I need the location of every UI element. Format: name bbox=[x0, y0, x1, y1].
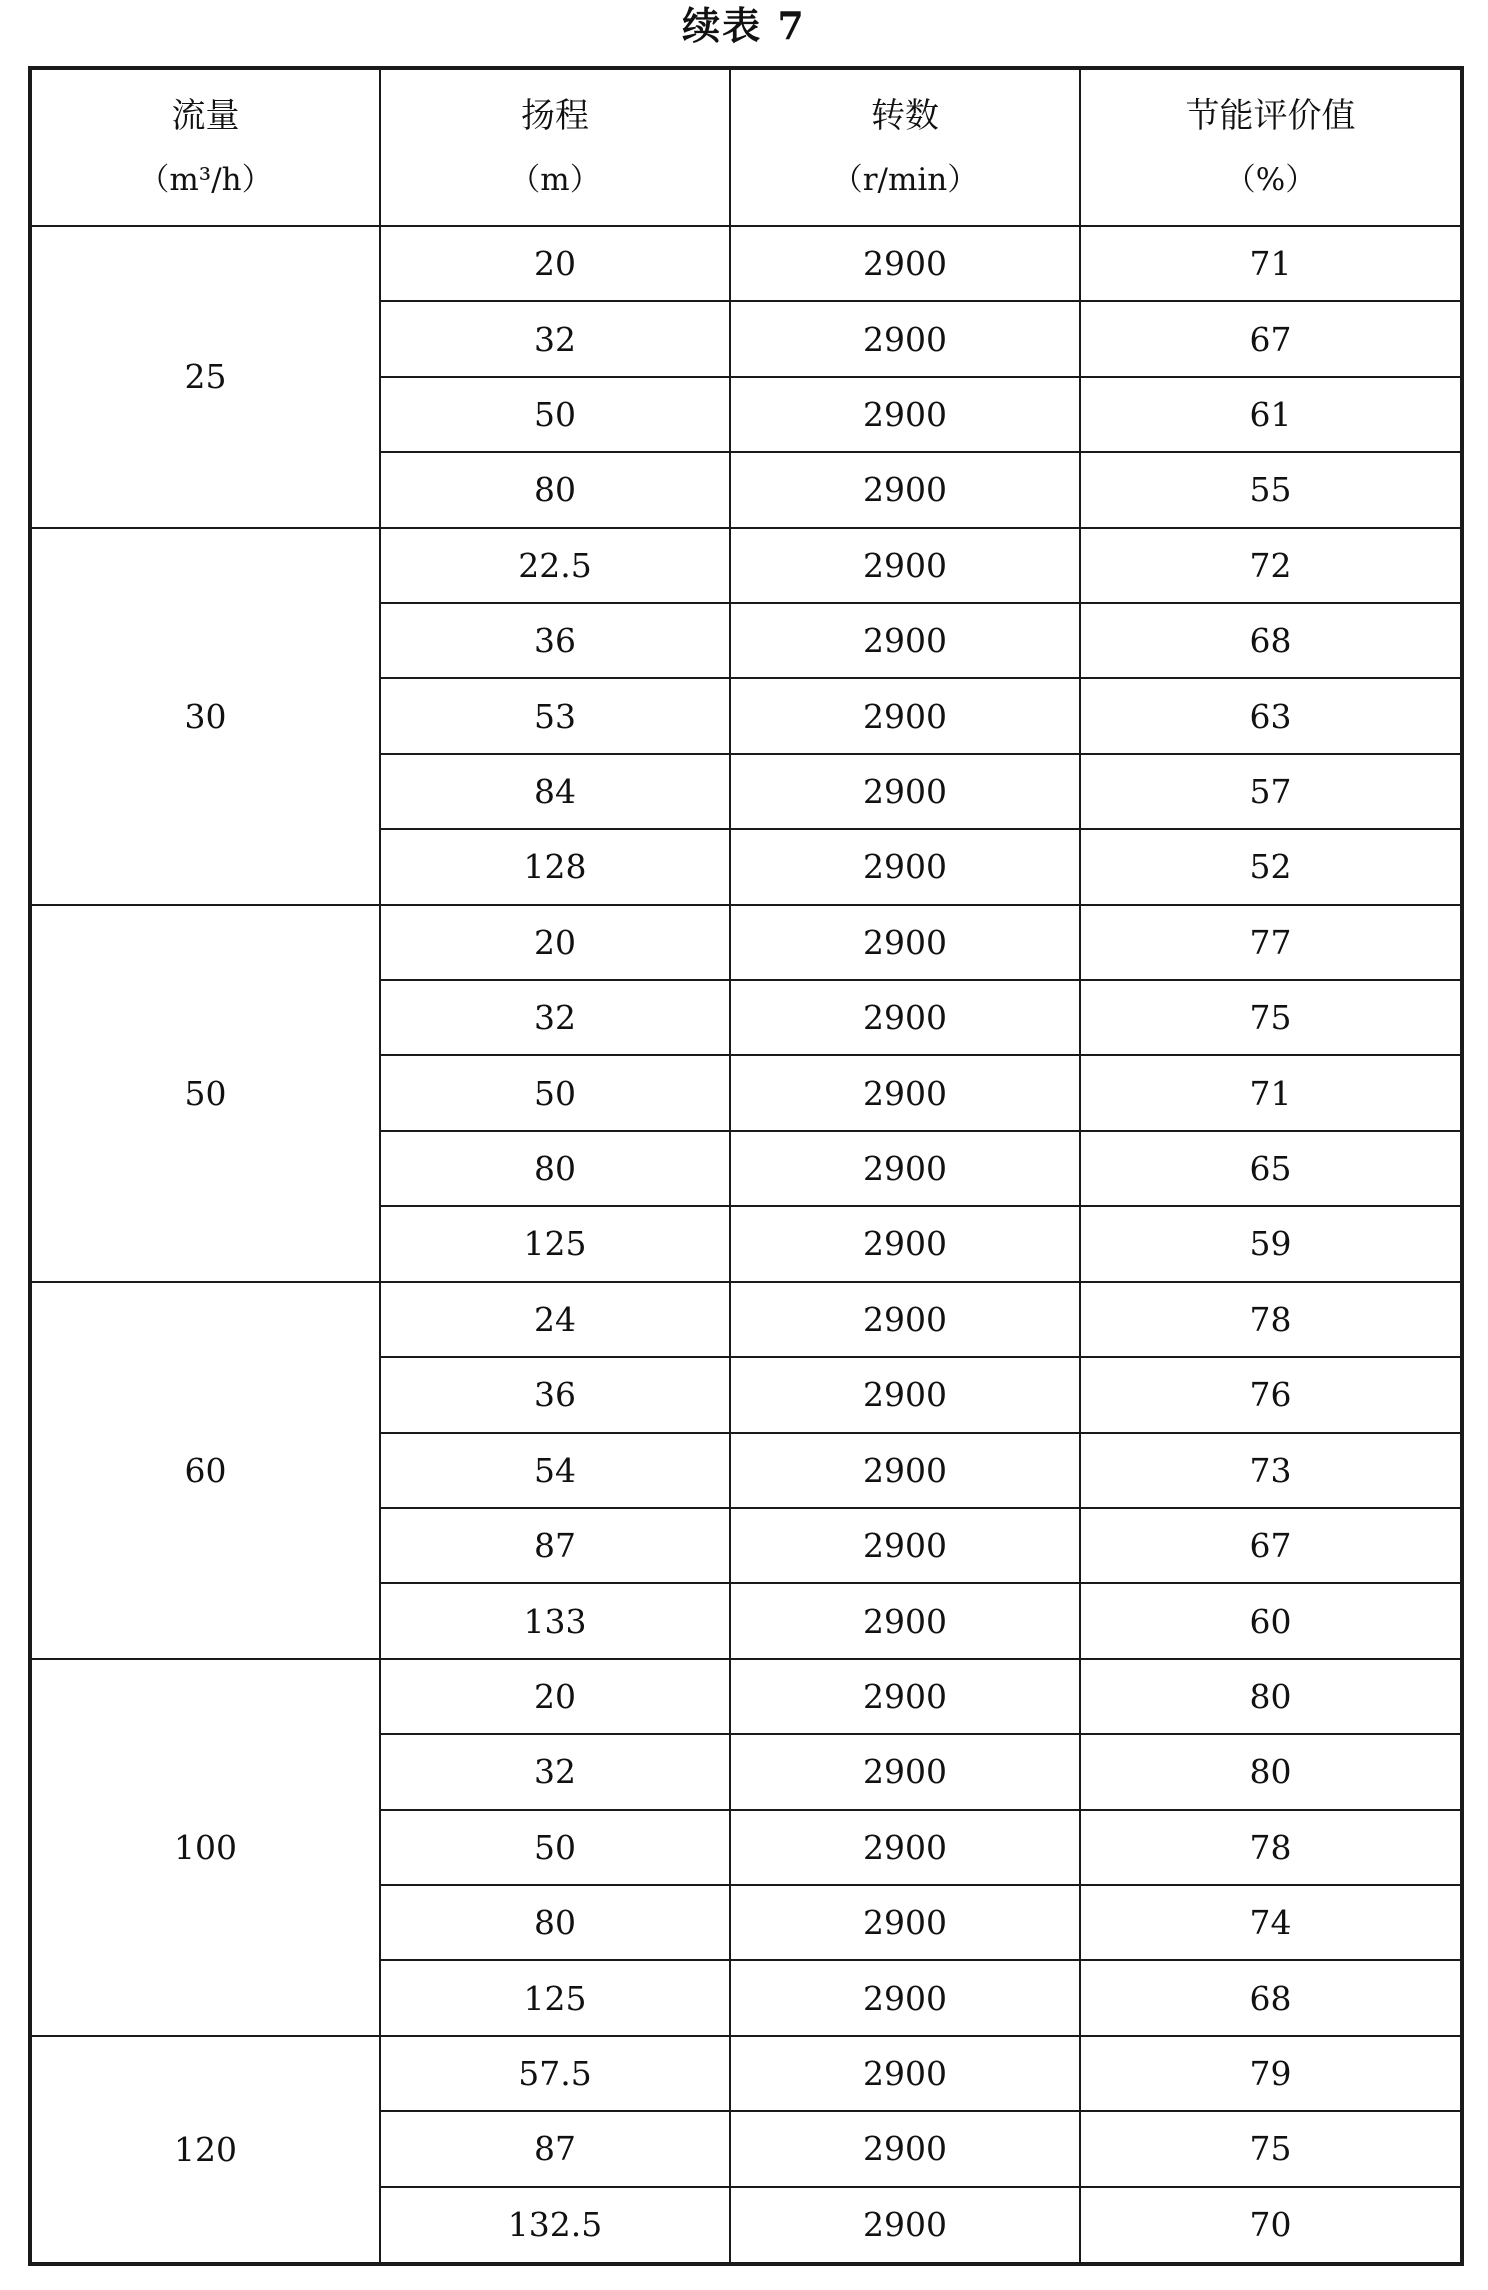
value-cell: 71 bbox=[1080, 1055, 1462, 1130]
head-cell: 84 bbox=[380, 754, 730, 829]
head-cell: 32 bbox=[380, 1734, 730, 1809]
value-cell: 52 bbox=[1080, 829, 1462, 904]
head-cell: 24 bbox=[380, 1282, 730, 1357]
flow-cell: 25 bbox=[30, 226, 380, 528]
speed-cell: 2900 bbox=[730, 1734, 1080, 1809]
speed-cell: 2900 bbox=[730, 1960, 1080, 2035]
table-row bbox=[30, 905, 1462, 980]
speed-cell: 2900 bbox=[730, 226, 1080, 301]
value-cell: 55 bbox=[1080, 452, 1462, 527]
table-caption: 续表 7 bbox=[682, 3, 806, 48]
value-cell: 74 bbox=[1080, 1885, 1462, 1960]
value-cell: 71 bbox=[1080, 226, 1462, 301]
header-flow bbox=[30, 68, 380, 226]
speed-cell: 2900 bbox=[730, 829, 1080, 904]
head-cell: 50 bbox=[380, 1055, 730, 1130]
speed-cell: 2900 bbox=[730, 1508, 1080, 1583]
speed-cell: 2900 bbox=[730, 377, 1080, 452]
head-cell: 20 bbox=[380, 226, 730, 301]
value-cell: 79 bbox=[1080, 2036, 1462, 2111]
value-cell: 57 bbox=[1080, 754, 1462, 829]
value-cell: 78 bbox=[1080, 1282, 1462, 1357]
value-cell: 78 bbox=[1080, 1810, 1462, 1885]
value-cell: 65 bbox=[1080, 1131, 1462, 1206]
head-cell: 36 bbox=[380, 603, 730, 678]
speed-cell: 2900 bbox=[730, 452, 1080, 527]
speed-cell: 2900 bbox=[730, 1885, 1080, 1960]
head-cell: 80 bbox=[380, 1131, 730, 1206]
header-head bbox=[380, 68, 730, 226]
head-cell: 32 bbox=[380, 301, 730, 376]
value-cell: 77 bbox=[1080, 905, 1462, 980]
value-cell: 63 bbox=[1080, 678, 1462, 753]
speed-cell: 2900 bbox=[730, 1055, 1080, 1130]
head-cell: 125 bbox=[380, 1206, 730, 1281]
header-value-unit: （%） bbox=[1224, 161, 1317, 198]
value-cell: 80 bbox=[1080, 1659, 1462, 1734]
head-cell: 87 bbox=[380, 2111, 730, 2186]
value-cell: 60 bbox=[1080, 1583, 1462, 1658]
head-cell: 53 bbox=[380, 678, 730, 753]
speed-cell: 2900 bbox=[730, 1583, 1080, 1658]
flow-cell: 120 bbox=[30, 2036, 380, 2264]
value-cell: 70 bbox=[1080, 2187, 1462, 2264]
head-cell: 32 bbox=[380, 980, 730, 1055]
table-row bbox=[30, 226, 1462, 301]
speed-cell: 2900 bbox=[730, 528, 1080, 603]
value-cell: 61 bbox=[1080, 377, 1462, 452]
speed-cell: 2900 bbox=[730, 1206, 1080, 1281]
head-cell: 80 bbox=[380, 1885, 730, 1960]
head-cell: 57.5 bbox=[380, 2036, 730, 2111]
flow-cell: 100 bbox=[30, 1659, 380, 2036]
speed-cell: 2900 bbox=[730, 754, 1080, 829]
speed-cell: 2900 bbox=[730, 2187, 1080, 2264]
value-cell: 73 bbox=[1080, 1433, 1462, 1508]
speed-cell: 2900 bbox=[730, 603, 1080, 678]
value-cell: 67 bbox=[1080, 301, 1462, 376]
speed-cell: 2900 bbox=[730, 1357, 1080, 1432]
head-cell: 132.5 bbox=[380, 2187, 730, 2264]
head-cell: 20 bbox=[380, 905, 730, 980]
head-cell: 133 bbox=[380, 1583, 730, 1658]
header-head-unit: （m） bbox=[509, 161, 601, 198]
value-cell: 68 bbox=[1080, 603, 1462, 678]
flow-cell: 50 bbox=[30, 905, 380, 1282]
table-row bbox=[30, 528, 1462, 603]
table-row bbox=[30, 2036, 1462, 2111]
speed-cell: 2900 bbox=[730, 1282, 1080, 1357]
table-body bbox=[30, 226, 1462, 2264]
header-speed bbox=[730, 68, 1080, 226]
head-cell: 128 bbox=[380, 829, 730, 904]
head-cell: 87 bbox=[380, 1508, 730, 1583]
speed-cell: 2900 bbox=[730, 1810, 1080, 1885]
header-speed-label: 转数 bbox=[871, 95, 939, 136]
speed-cell: 2900 bbox=[730, 1433, 1080, 1508]
table-row bbox=[30, 1659, 1462, 1734]
head-cell: 125 bbox=[380, 1960, 730, 2035]
speed-cell: 2900 bbox=[730, 678, 1080, 753]
flow-cell: 30 bbox=[30, 528, 380, 905]
header-row bbox=[30, 68, 1462, 226]
header-speed-unit: （r/min） bbox=[831, 161, 979, 198]
pump-energy-table bbox=[28, 66, 1464, 2266]
speed-cell: 2900 bbox=[730, 980, 1080, 1055]
value-cell: 68 bbox=[1080, 1960, 1462, 2035]
value-cell: 59 bbox=[1080, 1206, 1462, 1281]
header-flow-label: 流量 bbox=[171, 95, 240, 136]
speed-cell: 2900 bbox=[730, 1659, 1080, 1734]
head-cell: 50 bbox=[380, 377, 730, 452]
speed-cell: 2900 bbox=[730, 301, 1080, 376]
head-cell: 50 bbox=[380, 1810, 730, 1885]
value-cell: 76 bbox=[1080, 1357, 1462, 1432]
header-value-label: 节能评价值 bbox=[1185, 95, 1356, 136]
header-head-label: 扬程 bbox=[521, 95, 589, 136]
head-cell: 54 bbox=[380, 1433, 730, 1508]
value-cell: 72 bbox=[1080, 528, 1462, 603]
table-row bbox=[30, 1282, 1462, 1357]
head-cell: 22.5 bbox=[380, 528, 730, 603]
head-cell: 20 bbox=[380, 1659, 730, 1734]
value-cell: 75 bbox=[1080, 980, 1462, 1055]
header-value bbox=[1080, 68, 1462, 226]
value-cell: 75 bbox=[1080, 2111, 1462, 2186]
speed-cell: 2900 bbox=[730, 2111, 1080, 2186]
header-flow-unit: （m³/h） bbox=[138, 161, 273, 198]
speed-cell: 2900 bbox=[730, 2036, 1080, 2111]
flow-cell: 60 bbox=[30, 1282, 380, 1659]
value-cell: 80 bbox=[1080, 1734, 1462, 1809]
head-cell: 36 bbox=[380, 1357, 730, 1432]
value-cell: 67 bbox=[1080, 1508, 1462, 1583]
head-cell: 80 bbox=[380, 452, 730, 527]
speed-cell: 2900 bbox=[730, 1131, 1080, 1206]
speed-cell: 2900 bbox=[730, 905, 1080, 980]
